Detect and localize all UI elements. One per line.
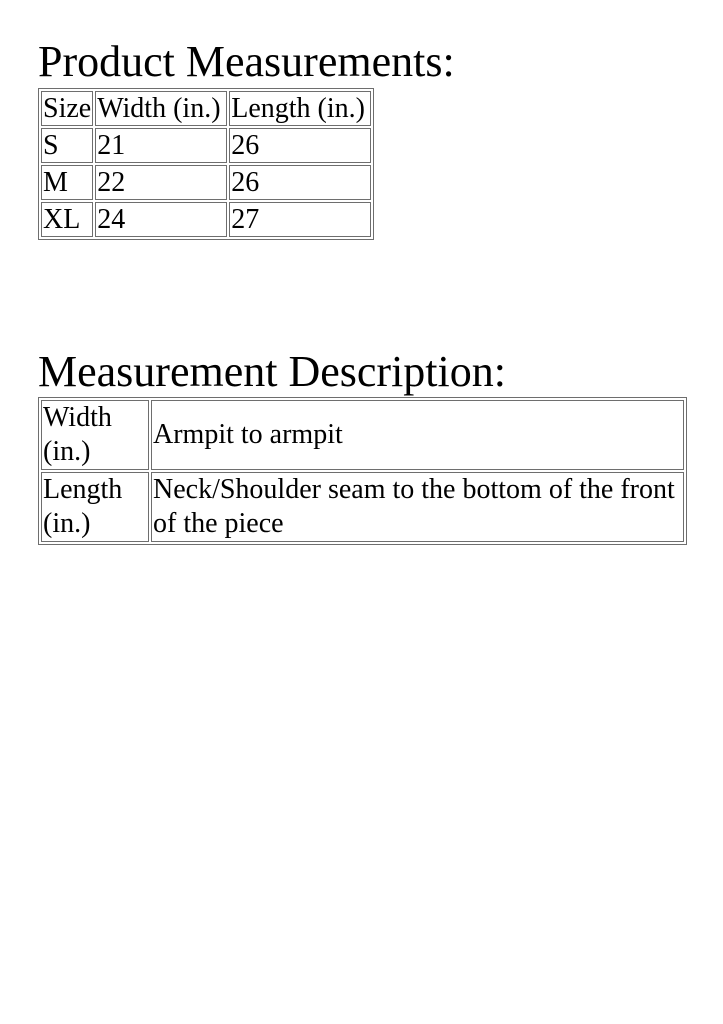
table-row — [41, 128, 371, 163]
length-cell: 26 — [229, 165, 371, 200]
term-cell: Length (in.) — [41, 472, 149, 542]
size-cell: S — [41, 128, 93, 163]
term-cell: Width (in.) — [41, 400, 149, 470]
length-cell: 27 — [229, 202, 371, 237]
column-header-width: Width (in.) — [95, 91, 227, 126]
measurement-description-table — [38, 397, 687, 545]
table-row — [41, 400, 684, 470]
measurement-description-heading: Measurement Description: — [38, 347, 506, 396]
table-row — [41, 165, 371, 200]
description-cell: Neck/Shoulder seam to the bottom of the front of the piece — [151, 472, 684, 542]
width-cell: 21 — [95, 128, 227, 163]
size-cell: M — [41, 165, 93, 200]
product-measurements-table — [38, 88, 374, 240]
size-cell: XL — [41, 202, 93, 237]
product-measurements-heading: Product Measurements: — [38, 37, 455, 86]
column-header-length: Length (in.) — [229, 91, 371, 126]
table-row — [41, 472, 684, 542]
table-row — [41, 202, 371, 237]
column-header-size: Size — [41, 91, 93, 126]
length-cell: 26 — [229, 128, 371, 163]
description-cell: Armpit to armpit — [151, 400, 684, 470]
table-header-row — [41, 91, 371, 126]
width-cell: 24 — [95, 202, 227, 237]
width-cell: 22 — [95, 165, 227, 200]
